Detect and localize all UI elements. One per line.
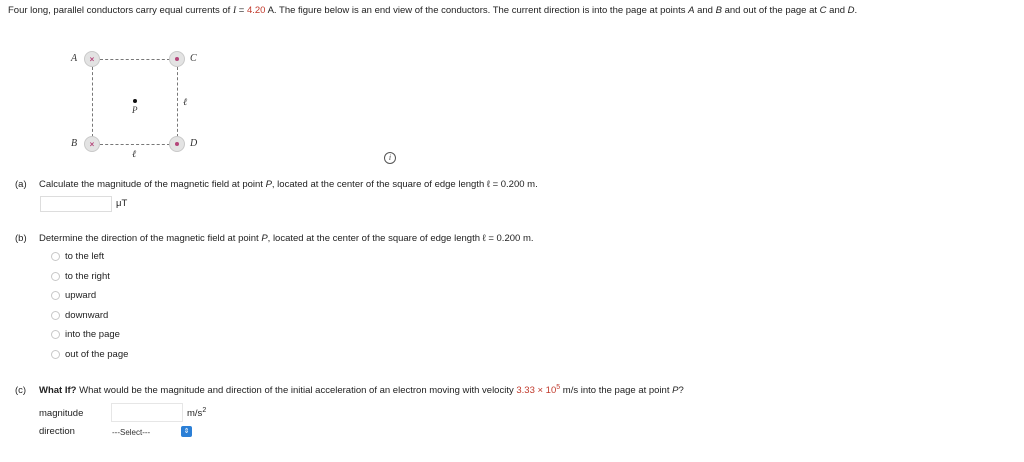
part-a-question: (a) Calculate the magnitude of the magnetic field at point P, located at the center of the square of edge length ℓ = 0.200 m. xyxy=(15,179,538,190)
magnitude-unit: $m/s^2$ xyxy=(187,407,207,420)
problem-statement: Four long, parallel conductors carry equal currents of I = 4.20 A. The figure below is an end view of the conductors. The current direction is into the page at points A and B and out of the page at C and D. xyxy=(8,5,858,16)
radio-icon[interactable] xyxy=(51,350,60,359)
label-c: C xyxy=(190,53,197,64)
label-a: A xyxy=(71,53,78,64)
conductor-c-out-icon xyxy=(169,51,185,67)
label-p: P xyxy=(132,105,138,115)
part-b-question: (b) Determine the direction of the magnetic field at point P, located at the center of the square of edge length ℓ = 0.200 m. xyxy=(15,233,534,244)
conductor-a-into-icon: × xyxy=(84,51,100,67)
conductor-d-out-icon xyxy=(169,136,185,152)
radio-icon[interactable] xyxy=(51,272,60,281)
label-edge-right: ℓ xyxy=(183,97,188,108)
current-value: 4.20 xyxy=(246,5,266,16)
part-a-unit: μT xyxy=(116,198,128,209)
option-downward[interactable]: downward xyxy=(51,309,108,321)
radio-icon[interactable] xyxy=(51,252,60,261)
conductor-figure xyxy=(66,43,216,173)
option-into-page[interactable]: into the page xyxy=(51,328,120,340)
direction-select[interactable]: ---Select--- ⇕ xyxy=(112,426,192,438)
magnitude-label: magnitude xyxy=(39,408,84,419)
part-c-question: (c) What If? What would be the magnitude and direction of the initial acceleration of an electron moving with velocity $3.33 \times 10^5$ m/s into the page at point P? xyxy=(15,384,684,397)
info-icon[interactable]: i xyxy=(384,152,396,164)
point-p-dot xyxy=(133,99,137,103)
part-a-answer-input[interactable] xyxy=(40,196,112,212)
option-right[interactable]: to the right xyxy=(51,270,110,282)
direction-label: direction xyxy=(39,426,75,437)
option-left[interactable]: to the left xyxy=(51,250,104,262)
select-arrows-icon[interactable]: ⇕ xyxy=(181,426,192,437)
conductor-b-into-icon: × xyxy=(84,136,100,152)
label-edge-bottom: ℓ xyxy=(132,149,137,160)
radio-icon[interactable] xyxy=(51,330,60,339)
option-upward[interactable]: upward xyxy=(51,289,96,301)
radio-icon[interactable] xyxy=(51,291,60,300)
label-b: B xyxy=(71,138,78,149)
label-d: D xyxy=(190,138,198,149)
radio-icon[interactable] xyxy=(51,311,60,320)
option-out-of-page[interactable]: out of the page xyxy=(51,348,128,360)
magnitude-input[interactable] xyxy=(111,403,183,422)
velocity-value: $3.33 \times 10^5$ xyxy=(516,384,561,397)
